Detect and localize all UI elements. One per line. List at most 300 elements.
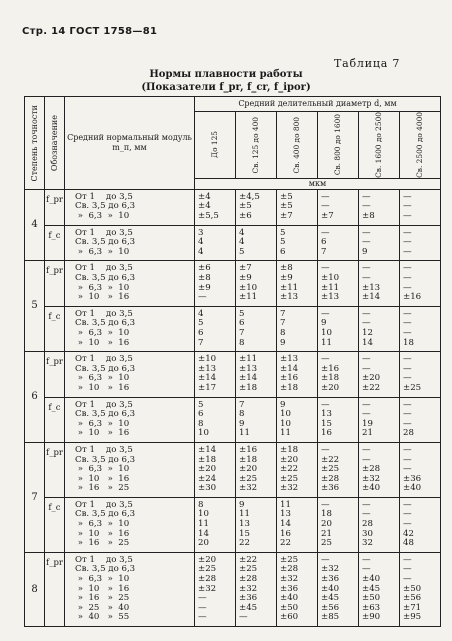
tolerance-value: — <box>321 554 330 565</box>
tolerance-value-cell <box>236 397 277 442</box>
tolerance-value: ±11 <box>239 292 258 303</box>
tolerance-value: 5 <box>239 246 245 257</box>
tolerance-value: 7 <box>239 399 245 410</box>
tolerance-value: — <box>362 454 371 465</box>
tolerance-value: ±32 <box>239 483 258 494</box>
tolerance-value: ±9 <box>280 273 293 283</box>
tolerance-value: ±18 <box>239 454 258 465</box>
tolerance-value: 8 <box>239 409 245 420</box>
module-range: От 1 до 3,5 <box>75 499 133 510</box>
tolerance-value: ±6 <box>198 263 211 274</box>
tolerance-value: — <box>362 201 371 212</box>
tolerance-value: 11 <box>239 428 250 439</box>
tolerance-value: — <box>321 499 330 510</box>
tolerance-value: ±5,5 <box>198 211 219 222</box>
tolerance-value: ±5 <box>280 201 293 212</box>
module-range: От 1 до 3,5 <box>75 191 133 202</box>
designation-cell: f_c <box>45 497 65 552</box>
tolerance-value: ±14 <box>280 363 299 374</box>
tolerance-value: 10 <box>321 327 332 338</box>
tolerance-value: ±13 <box>362 282 381 293</box>
tolerance-value: — <box>403 564 412 575</box>
designation-cell: f_pr <box>45 442 65 497</box>
tolerance-value: — <box>403 418 412 429</box>
tolerance-value: — <box>198 602 207 613</box>
header-diameter-range: Св. 2500 до 4000 <box>400 112 441 179</box>
tolerance-value: 9 <box>239 418 245 429</box>
tolerance-value: ±11 <box>321 282 340 293</box>
tolerance-value: — <box>403 409 412 420</box>
tolerance-value: ±7 <box>280 211 293 222</box>
module-range: Св. 3,5 до 6,3 <box>75 509 136 520</box>
tolerance-value: ±40 <box>362 483 381 494</box>
tolerance-value-cell <box>359 261 400 306</box>
tolerance-value-cell <box>236 306 277 351</box>
tolerance-value: ±40 <box>403 483 422 494</box>
tolerance-value: 11 <box>321 337 332 348</box>
tolerance-value: 13 <box>280 509 291 520</box>
tolerance-value: ±14 <box>198 444 217 455</box>
tolerance-value: ±10 <box>239 282 258 293</box>
tolerance-value: ±90 <box>362 612 381 623</box>
tolerance-value: ±10 <box>321 273 340 283</box>
module-range: Св. 3,5 до 6,3 <box>75 273 136 283</box>
smoothness-norms-table <box>24 96 441 627</box>
tolerance-value-cell <box>359 189 400 225</box>
header-diameter-range: Св. 800 до 1600 <box>318 112 359 179</box>
tolerance-value: ±18 <box>321 373 340 384</box>
tolerance-value: ±13 <box>321 292 340 303</box>
tolerance-value: ±13 <box>280 292 299 303</box>
tolerance-value: 28 <box>362 519 373 530</box>
table-body <box>25 189 441 626</box>
tolerance-value-cell <box>318 352 359 397</box>
designation-cell: f_pr <box>45 261 65 306</box>
module-range: » 6,3 » 10 <box>75 464 130 475</box>
tolerance-value: — <box>362 273 371 283</box>
tolerance-value: 28 <box>403 428 414 439</box>
tolerance-value-cell <box>400 397 441 442</box>
tolerance-value: ±50 <box>403 583 422 594</box>
table-row <box>25 189 441 225</box>
module-range-cell <box>65 497 195 552</box>
tolerance-value: — <box>403 263 412 274</box>
tolerance-value-cell <box>359 497 400 552</box>
tolerance-value: ±32 <box>280 574 299 585</box>
tolerance-value: — <box>321 354 330 365</box>
tolerance-value-cell <box>277 189 318 225</box>
tolerance-value: ±50 <box>362 593 381 604</box>
tolerance-value: ±32 <box>198 583 217 594</box>
tolerance-value: 10 <box>280 418 291 429</box>
module-range: Св. 3,5 до 6,3 <box>75 409 136 420</box>
tolerance-value: 14 <box>198 528 209 539</box>
tolerance-value: ±8 <box>198 273 211 283</box>
tolerance-value: ±50 <box>280 602 299 613</box>
module-range: Св. 3,5 до 6,3 <box>75 201 136 212</box>
tolerance-value: ±32 <box>362 473 381 484</box>
tolerance-value-cell <box>195 397 236 442</box>
tolerance-value: — <box>362 363 371 374</box>
tolerance-value: 30 <box>362 528 373 539</box>
tolerance-value-cell <box>400 306 441 351</box>
module-range: От 1 до 3,5 <box>75 444 133 455</box>
tolerance-value: ±36 <box>321 483 340 494</box>
tolerance-value-cell <box>195 225 236 261</box>
tolerance-value: ±45 <box>239 602 258 613</box>
tolerance-value: 18 <box>321 509 332 520</box>
tolerance-value-cell <box>318 552 359 626</box>
tolerance-value-cell <box>359 352 400 397</box>
tolerance-value-cell <box>318 261 359 306</box>
tolerance-value: ±11 <box>239 354 258 365</box>
tolerance-value: ±56 <box>403 593 422 604</box>
tolerance-value: ±24 <box>198 473 217 484</box>
tolerance-value: ±20 <box>321 382 340 393</box>
tolerance-value: ±45 <box>321 593 340 604</box>
tolerance-value: ±11 <box>280 282 299 293</box>
tolerance-value: 5 <box>239 308 245 319</box>
table-caption-title: Нормы плавности работы <box>149 69 303 80</box>
tolerance-value: 21 <box>321 528 332 539</box>
tolerance-value-cell <box>236 352 277 397</box>
tolerance-value: ±28 <box>239 574 258 585</box>
tolerance-value: 13 <box>239 519 250 530</box>
tolerance-value: — <box>362 409 371 420</box>
tolerance-value: 16 <box>321 428 332 439</box>
module-range: Св. 3,5 до 6,3 <box>75 564 136 575</box>
tolerance-value: 25 <box>321 538 332 549</box>
tolerance-value: ±5 <box>239 201 252 212</box>
module-range: » 6,3 » 10 <box>75 574 130 585</box>
tolerance-value: 8 <box>198 499 204 510</box>
module-range: » 25 » 40 <box>75 602 130 613</box>
tolerance-value: ±25 <box>239 473 258 484</box>
module-range: От 1 до 3,5 <box>75 399 133 410</box>
tolerance-value: ±22 <box>239 554 258 565</box>
tolerance-value: — <box>403 554 412 565</box>
tolerance-value: ±8 <box>362 211 375 222</box>
tolerance-value: ±25 <box>403 382 422 393</box>
table-row <box>25 497 441 552</box>
tolerance-value: ±17 <box>198 382 217 393</box>
tolerance-value: ±13 <box>239 363 258 374</box>
tolerance-value: ±85 <box>321 612 340 623</box>
tolerance-value: ±16 <box>403 292 422 303</box>
tolerance-value: ±40 <box>321 583 340 594</box>
module-range: » 6,3 » 10 <box>75 282 130 293</box>
tolerance-value: ±10 <box>198 354 217 365</box>
tolerance-value-cell <box>400 352 441 397</box>
tolerance-value: ±40 <box>362 574 381 585</box>
tolerance-value: 48 <box>403 538 414 549</box>
module-range: » 6,3 » 10 <box>75 246 130 257</box>
module-range: Св. 3,5 до 6,3 <box>75 454 136 465</box>
accuracy-degree: 4 <box>25 189 45 261</box>
tolerance-value: — <box>362 444 371 455</box>
tolerance-value: ±18 <box>198 454 217 465</box>
tolerance-value: 7 <box>280 318 286 329</box>
tolerance-value-cell <box>195 442 236 497</box>
tolerance-value: 10 <box>198 428 209 439</box>
tolerance-value: ±22 <box>280 464 299 475</box>
tolerance-value: — <box>403 327 412 338</box>
tolerance-value: 13 <box>321 409 332 420</box>
tolerance-value: — <box>403 237 412 248</box>
tolerance-value: — <box>403 201 412 212</box>
header-module: Средний нормальный модуль m_п, мм <box>65 97 195 190</box>
tolerance-value: — <box>403 227 412 238</box>
header-designation: Обозначение <box>45 97 65 190</box>
tolerance-value: — <box>321 444 330 455</box>
tolerance-value: ±4 <box>198 201 211 212</box>
tolerance-value-cell <box>359 225 400 261</box>
tolerance-value: — <box>321 201 330 212</box>
tolerance-value-cell <box>195 189 236 225</box>
tolerance-value: — <box>321 191 330 202</box>
tolerance-value: 20 <box>321 519 332 530</box>
tolerance-value-cell <box>195 306 236 351</box>
tolerance-value: 10 <box>280 409 291 420</box>
table-label: Таблица 7 <box>334 57 401 70</box>
tolerance-value: ±36 <box>403 473 422 484</box>
tolerance-value-cell <box>236 552 277 626</box>
tolerance-value: ±16 <box>280 373 299 384</box>
tolerance-value-cell <box>318 225 359 261</box>
tolerance-value: — <box>362 318 371 329</box>
tolerance-value-cell <box>195 352 236 397</box>
tolerance-value: 8 <box>239 337 245 348</box>
table-row <box>25 442 441 497</box>
tolerance-value: ±40 <box>280 593 299 604</box>
tolerance-value: ±5 <box>280 191 293 202</box>
tolerance-value: ±20 <box>239 464 258 475</box>
tolerance-value: — <box>362 263 371 274</box>
tolerance-value: 4 <box>239 237 245 248</box>
tolerance-value: ±28 <box>280 564 299 575</box>
tolerance-value: ±16 <box>321 363 340 374</box>
tolerance-value: ±20 <box>198 554 217 565</box>
tolerance-value: — <box>362 227 371 238</box>
tolerance-value: ±18 <box>280 382 299 393</box>
tolerance-value: 9 <box>280 399 286 410</box>
tolerance-value: 8 <box>280 327 286 338</box>
tolerance-value: ±28 <box>362 464 381 475</box>
table-row <box>25 352 441 397</box>
accuracy-degree: 7 <box>25 442 45 552</box>
tolerance-value: — <box>362 354 371 365</box>
tolerance-value: 8 <box>198 418 204 429</box>
tolerance-value: — <box>321 308 330 319</box>
tolerance-value: 9 <box>321 318 327 329</box>
tolerance-value-cell <box>277 225 318 261</box>
tolerance-value: 18 <box>403 337 414 348</box>
tolerance-value: ±28 <box>198 574 217 585</box>
tolerance-value: ±95 <box>403 612 422 623</box>
accuracy-degree: 8 <box>25 552 45 626</box>
tolerance-value: 5 <box>280 227 286 238</box>
header-diameter-range: До 125 <box>195 112 236 179</box>
tolerance-value: 7 <box>321 246 327 257</box>
tolerance-value-cell <box>359 397 400 442</box>
tolerance-value: ±25 <box>280 554 299 565</box>
tolerance-value: — <box>362 308 371 319</box>
tolerance-value: 7 <box>280 308 286 319</box>
tolerance-value-cell <box>236 497 277 552</box>
tolerance-value: ±9 <box>239 273 252 283</box>
tolerance-value: ±14 <box>239 373 258 384</box>
tolerance-value: — <box>362 509 371 520</box>
module-range: » 40 » 55 <box>75 612 130 623</box>
tolerance-value: 11 <box>280 428 291 439</box>
module-range-cell <box>65 225 195 261</box>
tolerance-value: ±32 <box>239 583 258 594</box>
tolerance-value-cell <box>400 552 441 626</box>
tolerance-value: ±7 <box>239 263 252 274</box>
tolerance-value-cell <box>318 397 359 442</box>
tolerance-value: — <box>198 292 207 303</box>
table-row <box>25 261 441 306</box>
tolerance-value-cell <box>359 306 400 351</box>
tolerance-value: 15 <box>239 528 250 539</box>
tolerance-value: ±63 <box>362 602 381 613</box>
tolerance-value: ±60 <box>280 612 299 623</box>
module-range: От 1 до 3,5 <box>75 227 133 238</box>
tolerance-value: 14 <box>362 337 373 348</box>
tolerance-value: — <box>403 282 412 293</box>
tolerance-value: ±36 <box>321 574 340 585</box>
tolerance-value: ±13 <box>198 363 217 374</box>
tolerance-value: — <box>403 399 412 410</box>
tolerance-value-cell <box>400 189 441 225</box>
tolerance-value: ±25 <box>198 564 217 575</box>
table-row <box>25 552 441 626</box>
tolerance-value: 11 <box>198 519 209 530</box>
tolerance-value: 22 <box>239 538 250 549</box>
module-range-cell <box>65 442 195 497</box>
tolerance-value-cell <box>400 442 441 497</box>
tolerance-value-cell <box>400 225 441 261</box>
tolerance-value: 14 <box>280 519 291 530</box>
module-range: » 10 » 16 <box>75 528 130 539</box>
module-range-cell <box>65 189 195 225</box>
tolerance-value: — <box>403 444 412 455</box>
tolerance-value: 21 <box>362 428 373 439</box>
table-row <box>25 306 441 351</box>
tolerance-value: ±14 <box>198 373 217 384</box>
tolerance-value: ±20 <box>198 464 217 475</box>
tolerance-value: — <box>198 612 207 623</box>
module-range: » 6,3 » 10 <box>75 211 130 222</box>
tolerance-value: ±7 <box>321 211 334 222</box>
tolerance-value: 6 <box>198 409 204 420</box>
tolerance-value-cell <box>359 552 400 626</box>
tolerance-value-cell <box>400 261 441 306</box>
tolerance-value: ±16 <box>239 444 258 455</box>
designation-cell: f_c <box>45 397 65 442</box>
tolerance-value: ±20 <box>362 373 381 384</box>
tolerance-value: ±4,5 <box>239 191 260 202</box>
tolerance-value: — <box>239 612 248 623</box>
tolerance-value: — <box>403 373 412 384</box>
module-range: » 10 » 16 <box>75 428 130 439</box>
tolerance-value: ±32 <box>321 564 340 575</box>
tolerance-value: 3 <box>198 227 204 238</box>
tolerance-value: 4 <box>198 237 204 248</box>
tolerance-value: ±28 <box>321 473 340 484</box>
tolerance-value: 9 <box>362 246 368 257</box>
tolerance-value: — <box>403 509 412 520</box>
tolerance-value: 6 <box>239 318 245 329</box>
accuracy-degree: 6 <box>25 352 45 443</box>
module-range: » 16 » 25 <box>75 538 130 549</box>
module-range: » 10 » 16 <box>75 337 130 348</box>
tolerance-value-cell <box>195 497 236 552</box>
tolerance-value: 4 <box>239 227 245 238</box>
tolerance-value: 12 <box>362 327 373 338</box>
tolerance-value: ±45 <box>362 583 381 594</box>
tolerance-value: ±56 <box>321 602 340 613</box>
module-range: От 1 до 3,5 <box>75 354 133 365</box>
tolerance-value: ±22 <box>321 454 340 465</box>
module-range: » 10 » 16 <box>75 292 130 303</box>
tolerance-value: — <box>362 399 371 410</box>
module-range-cell <box>65 261 195 306</box>
tolerance-value: ±6 <box>239 211 252 222</box>
tolerance-value: ±20 <box>280 454 299 465</box>
tolerance-value: 9 <box>280 337 286 348</box>
module-range: » 10 » 16 <box>75 382 130 393</box>
tolerance-value-cell <box>236 261 277 306</box>
tolerance-value: — <box>403 308 412 319</box>
tolerance-value: ±32 <box>280 483 299 494</box>
tolerance-value: ±25 <box>280 473 299 484</box>
tolerance-value: 6 <box>321 237 327 248</box>
tolerance-value: ±4 <box>198 191 211 202</box>
designation-cell: f_pr <box>45 189 65 225</box>
tolerance-value: 10 <box>198 509 209 520</box>
tolerance-value: ±18 <box>280 444 299 455</box>
module-range: » 6,3 » 10 <box>75 327 130 338</box>
tolerance-value-cell <box>195 552 236 626</box>
header-diameter-range: Св. 400 до 800 <box>277 112 318 179</box>
tolerance-value: — <box>403 354 412 365</box>
module-range: » 6,3 » 10 <box>75 519 130 530</box>
module-range: » 10 » 16 <box>75 473 130 484</box>
header-degree: Степень точности <box>25 97 45 190</box>
tolerance-value: 4 <box>198 308 204 319</box>
table-caption-indicators: (Показатели f_pr, f_cr, f_ipor) <box>141 82 311 93</box>
tolerance-value: 4 <box>198 246 204 257</box>
tolerance-value-cell <box>318 306 359 351</box>
module-range: » 16 » 25 <box>75 593 130 604</box>
tolerance-value: ±14 <box>362 292 381 303</box>
tolerance-value: ±9 <box>198 282 211 293</box>
tolerance-value: — <box>403 499 412 510</box>
tolerance-value: 6 <box>280 246 286 257</box>
tolerance-value: ±36 <box>280 583 299 594</box>
designation-cell: f_c <box>45 306 65 351</box>
tolerance-value-cell <box>318 497 359 552</box>
header-diameter: Средний делительный диаметр d, мм <box>195 97 441 112</box>
tolerance-value: — <box>362 499 371 510</box>
tolerance-value: 16 <box>280 528 291 539</box>
tolerance-value-cell <box>277 497 318 552</box>
tolerance-value-cell <box>277 442 318 497</box>
tolerance-value: — <box>362 564 371 575</box>
module-range: » 16 » 25 <box>75 483 130 494</box>
tolerance-value: 20 <box>198 538 209 549</box>
